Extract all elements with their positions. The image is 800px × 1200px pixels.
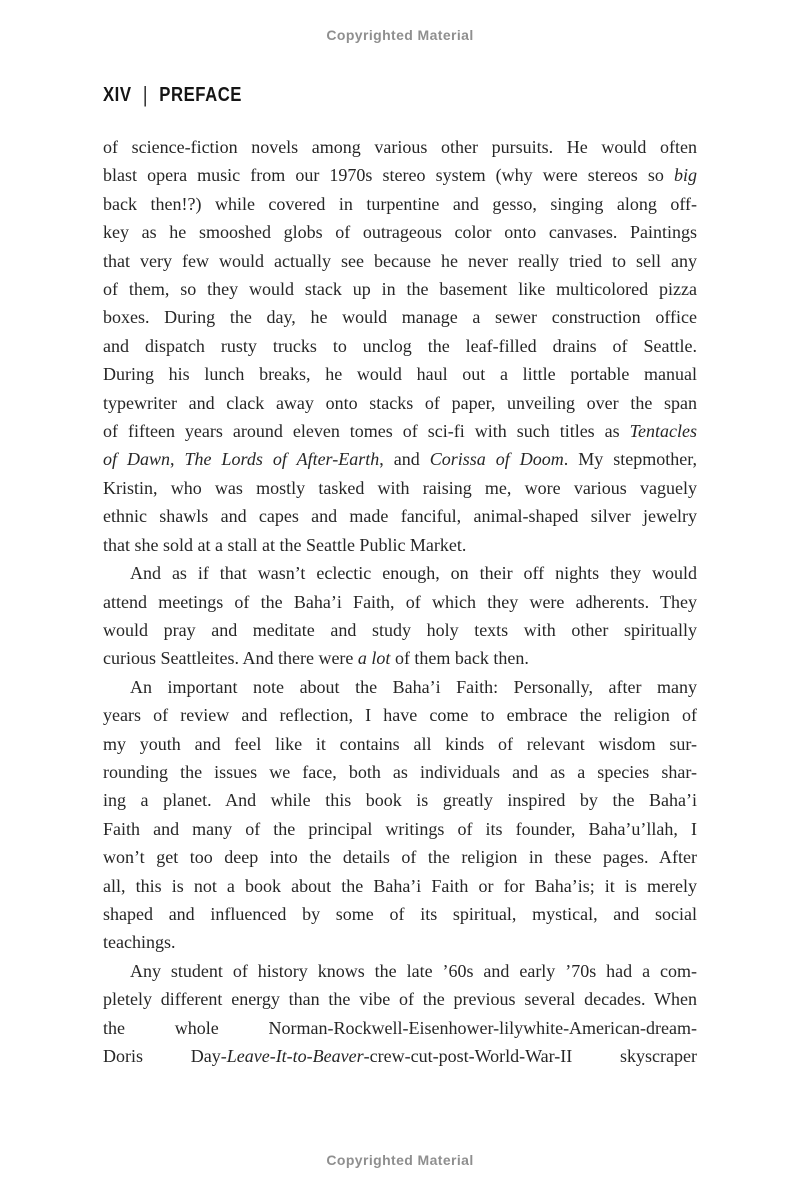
copyright-notice-top: Copyrighted Material [326,27,474,43]
body-line [103,644,697,672]
body-line [103,872,697,900]
body-text-segment: boxes. During the day, he would manage a sewer construction office [103,307,697,328]
body-line [103,417,697,445]
body-text-segment: ethnic shawls and capes and made fanciful, animal-shaped silver jewelry [103,506,697,527]
body-line [103,900,697,928]
body-text-segment: my youth and feel like it contains all kinds of relevant wisdom sur- [103,733,697,754]
body-text-segment: rounding the issues we face, both as individuals and as a species shar- [103,761,697,782]
body-text-segment: curious Seattleites. And there were [103,648,358,669]
body-line [103,815,697,843]
body-text-segment: key as he smooshed globs of outrageous color onto canvases. Paintings [103,222,697,243]
body-line [103,1014,697,1042]
page-number: XIV [103,84,132,107]
body-text-segment: would pray and meditate and study holy texts with other spiritually [103,619,697,640]
body-line [103,474,697,502]
section-title: PREFACE [159,84,242,107]
body-line [103,957,697,985]
body-text-segment: won’t get too deep into the details of the religion in these pages. After [103,847,697,868]
body-line [103,758,697,786]
body-line [103,843,697,871]
body-line [103,588,697,616]
copyright-notice-bottom: Copyrighted Material [326,1152,474,1168]
body-text-segment: Kristin, who was mostly tasked with raising me, wore various vaguely [103,477,697,498]
body-line [103,161,697,189]
body-text-segment: ing a planet. And while this book is greatly inspired by the Baha’i [103,790,697,811]
body-line [103,360,697,388]
body-line [103,190,697,218]
paragraph [103,133,697,559]
body-text-italic-segment: Tentacles [629,421,697,442]
body-line [103,616,697,644]
body-text-segment: Doris Day- [103,1046,227,1066]
body-line [103,133,697,161]
body-line [103,332,697,360]
body-text-segment: , [170,449,185,470]
body-text-segment: all, this is not a book about the Baha’i Faith or for Baha’is; it is merely [103,875,697,896]
body-text-segment: of them, so they would stack up in the basement like multicolored pizza [103,279,697,300]
paragraph [103,559,697,673]
body-text-segment: pletely different energy than the vibe of the previous several decades. When [103,989,697,1010]
body-text-segment: back then!?) while covered in turpentine and gesso, singing along off- [103,193,697,214]
body-text-segment: blast opera music from our 1970s stereo system (why were stereos so [103,165,674,186]
page-header [103,84,242,107]
body-text-segment: typewriter and clack away onto stacks of paper, unveiling over the span [103,392,697,413]
body-line [103,218,697,246]
body-text-segment: that she sold at a stall at the Seattle Public Market. [103,534,467,555]
body-text [103,133,697,1070]
body-line [103,502,697,530]
body-text-segment: Any student of history knows the late ’60s and early ’70s had a com- [130,960,697,981]
body-text-italic-segment: big [673,165,697,186]
body-line [103,786,697,814]
body-line [103,303,697,331]
body-text-segment: that very few would actually see because he never really tried to sell any [103,250,697,271]
body-text-italic-segment: The Lords of After-Earth [184,449,380,470]
body-line [103,445,697,473]
body-line [103,673,697,701]
paragraph [103,957,697,1071]
body-line [103,928,697,956]
body-text-segment: During his lunch breaks, he would haul out a little portable manual [103,364,697,385]
body-text-segment: years of review and reflection, I have come to embrace the religion of [103,705,697,726]
header-separator: | [142,83,148,108]
body-text-segment: shaped and influenced by some of its spiritual, mystical, and social [103,903,697,924]
body-text-segment: attend meetings of the Baha’i Faith, of which they were adherents. They [103,591,697,612]
body-text-segment: Faith and many of the principal writings of its founder, Baha’u’llah, I [103,818,697,839]
body-text-italic-segment: a lot [357,648,391,669]
body-line [103,275,697,303]
body-text-segment: , and [379,449,430,470]
body-text-segment: . My stepmother, [563,449,698,470]
body-text-segment: An important note about the Baha’i Faith: Personally, after many [130,676,697,697]
body-line [103,701,697,729]
body-line [103,247,697,275]
body-text-italic-segment: of Dawn [103,449,171,470]
body-text-segment: of fifteen years around eleven tomes of sci-fi with such titles as [103,421,630,442]
body-line [103,1042,697,1070]
body-text-segment: of science-fiction novels among various other pursuits. He would often [103,137,697,157]
body-text-segment: teachings. [103,932,176,953]
paragraph [103,673,697,957]
body-text-italic-segment: Leave-It-to-Beaver [226,1046,364,1066]
body-text-segment: of them back then. [390,648,529,669]
body-line [103,559,697,587]
body-text-italic-segment: Corissa of Doom [429,449,564,470]
body-text-segment: the whole Norman-Rockwell-Eisenhower-lilywhite-American-dream- [103,1017,697,1038]
body-line [103,531,697,559]
body-text-segment: -crew-cut-post-World-War-II skyscraper [363,1046,697,1066]
body-line [103,389,697,417]
body-line [103,985,697,1013]
body-text-segment: and dispatch rusty trucks to unclog the leaf-filled drains of Seattle. [103,335,697,356]
body-text-segment: And as if that wasn’t eclectic enough, on their off nights they would [130,563,697,584]
body-line [103,730,697,758]
